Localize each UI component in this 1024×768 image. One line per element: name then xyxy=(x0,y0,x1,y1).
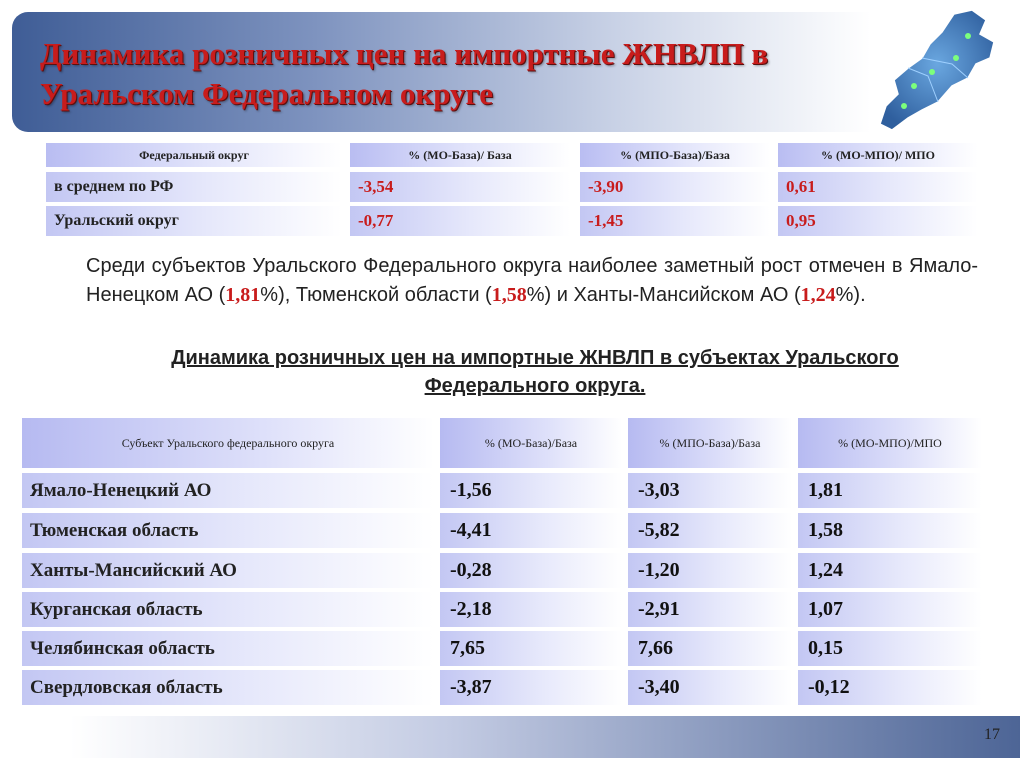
summary-header-mpo-base: % (МПО-База)/База xyxy=(580,143,770,167)
slide-title: Динамика розничных цен на импортные ЖНВЛП в Уральском Федеральном округе xyxy=(40,36,769,111)
paragraph-text: Среди субъектов Уральского Федерального округа наиболее заметный рост отмечен в Ямало-Ненецком АО ( xyxy=(86,255,978,306)
footer-bar xyxy=(70,716,1020,758)
table-cell-value: 1,58 xyxy=(798,513,982,548)
table-cell-value: 7,65 xyxy=(440,631,622,666)
table-cell-value: -4,41 xyxy=(440,513,622,548)
table-cell-value: 1,24 xyxy=(798,553,982,588)
paragraph-value-tyumen: 1,58 xyxy=(491,284,527,306)
regions-header-mo-base: % (МО-База)/База xyxy=(440,418,622,468)
ural-district-map-icon xyxy=(868,6,1008,136)
paragraph-value-khanty: 1,24 xyxy=(800,284,836,306)
regions-header-mo-mpo: % (МО-МПО)/МПО xyxy=(798,418,982,468)
summary-row-value: -0,77 xyxy=(350,206,570,236)
table-cell-value: -1,56 xyxy=(440,473,622,508)
table-cell-value: -0,28 xyxy=(440,553,622,588)
table-cell-value: -5,82 xyxy=(628,513,792,548)
summary-paragraph xyxy=(86,252,978,310)
table-cell-value: -1,20 xyxy=(628,553,792,588)
table-cell-value: -2,91 xyxy=(628,592,792,627)
summary-row-value: -3,54 xyxy=(350,172,570,202)
table-row-name: Ямало-Ненецкий АО xyxy=(22,473,434,508)
summary-row-value: 0,95 xyxy=(778,206,978,236)
paragraph-value-yamal: 1,81 xyxy=(225,284,261,306)
regions-header-subject: Субъект Уральского федерального округа xyxy=(22,418,434,468)
paragraph-text: %). xyxy=(835,284,866,306)
table-cell-value: -3,03 xyxy=(628,473,792,508)
table-cell-value: 0,15 xyxy=(798,631,982,666)
table-cell-value: -3,87 xyxy=(440,670,622,705)
table-cell-value: 1,81 xyxy=(798,473,982,508)
regions-header-mpo-base: % (МПО-База)/База xyxy=(628,418,792,468)
table-row-name: Ханты-Мансийский АО xyxy=(22,553,434,588)
summary-row-name: Уральский округ xyxy=(46,206,342,236)
summary-header-district: Федеральный округ xyxy=(46,143,342,167)
table-cell-value: -0,12 xyxy=(798,670,982,705)
summary-header-mo-base: % (МО-База)/ База xyxy=(350,143,570,167)
table-subtitle: Динамика розничных цен на импортные ЖНВЛП в субъектах Уральского Федерального округа. xyxy=(171,347,899,397)
summary-row-value: -1,45 xyxy=(580,206,770,236)
table-cell-value: 1,07 xyxy=(798,592,982,627)
summary-header-mo-mpo: % (МО-МПО)/ МПО xyxy=(778,143,978,167)
paragraph-text: %), Тюменской области ( xyxy=(260,284,492,306)
summary-row-name: в среднем по РФ xyxy=(46,172,342,202)
table-row-name: Свердловская область xyxy=(22,670,434,705)
table-cell-value: -2,18 xyxy=(440,592,622,627)
page-number: 17 xyxy=(984,726,1000,743)
table-cell-value: -3,40 xyxy=(628,670,792,705)
table-row-name: Курганская область xyxy=(22,592,434,627)
summary-row-value: 0,61 xyxy=(778,172,978,202)
table-row-name: Тюменская область xyxy=(22,513,434,548)
table-row-name: Челябинская область xyxy=(22,631,434,666)
paragraph-text: %) и Ханты-Мансийском АО ( xyxy=(526,284,801,306)
summary-row-value: -3,90 xyxy=(580,172,770,202)
table-cell-value: 7,66 xyxy=(628,631,792,666)
